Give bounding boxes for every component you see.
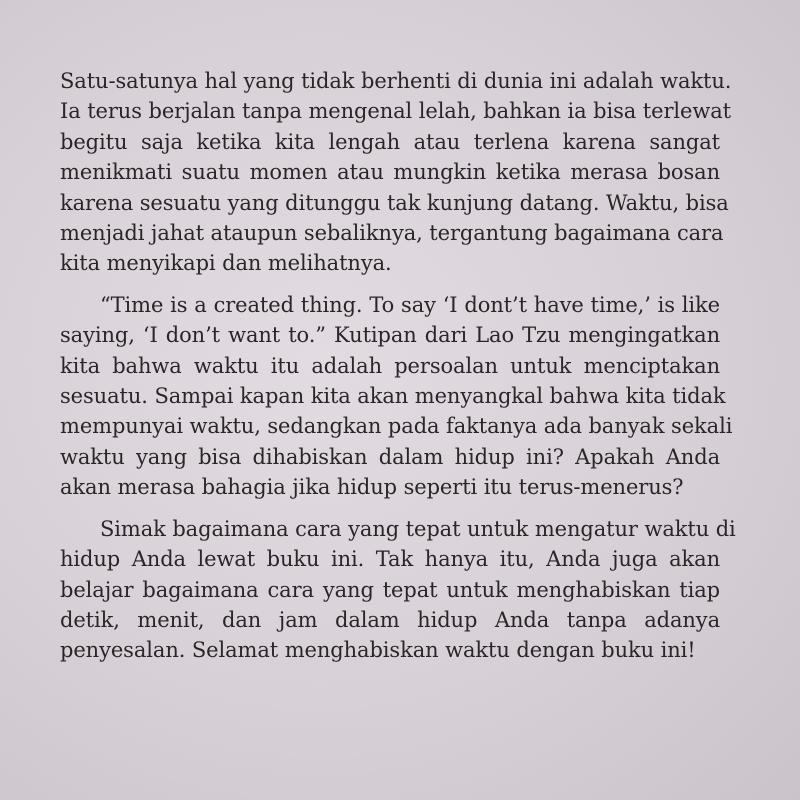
text-line: menikmati suatu momen atau mungkin ketika merasa bosan	[60, 160, 720, 185]
text-line: detik, menit, dan jam dalam hidup Anda tanpa adanya	[60, 607, 720, 632]
text-line: “Time is a created thing. To say ‘I dont’t have time,’ is like	[100, 292, 720, 317]
paragraph-1	[60, 66, 732, 279]
body-text	[60, 66, 736, 666]
text-line: akan merasa bahagia jika hidup seperti itu terus-menerus?	[60, 475, 684, 500]
text-line: mempunyai waktu, sedangkan pada faktanya ada banyak sekali	[60, 414, 733, 439]
paragraph-gap	[60, 503, 720, 514]
text-line: karena sesuatu yang ditunggu tak kunjung datang. Waktu, bisa	[60, 190, 729, 215]
text-line: penyesalan. Selamat menghabiskan waktu dengan buku ini!	[60, 638, 696, 663]
text-line: sesuatu. Sampai kapan kita akan menyangkal bahwa kita tidak	[60, 384, 726, 409]
paragraph-gap	[60, 279, 720, 290]
paragraph-3	[60, 514, 736, 666]
text-line: kita bahwa waktu itu adalah persoalan untuk menciptakan	[60, 353, 720, 378]
text-line: kita menyikapi dan melihatnya.	[60, 251, 392, 276]
text-line: saying, ‘I don’t want to.” Kutipan dari Lao Tzu mengingatkan	[60, 323, 720, 348]
text-line: Satu-satunya hal yang tidak berhenti di dunia ini adalah waktu.	[60, 69, 732, 93]
text-line: waktu yang bisa dihabiskan dalam hidup ini? Apakah Anda	[60, 444, 720, 469]
text-line: hidup Anda lewat buku ini. Tak hanya itu, Anda juga akan	[60, 547, 720, 572]
text-line: belajar bagaimana cara yang tepat untuk menghabiskan tiap	[60, 577, 720, 602]
paragraph-2	[60, 290, 733, 503]
text-line: Ia terus berjalan tanpa mengenal lelah, bahkan ia bisa terlewat	[60, 99, 731, 124]
text-line: begitu saja ketika kita lengah atau terlena karena sangat	[60, 129, 720, 154]
text-line: Simak bagaimana cara yang tepat untuk mengatur waktu di	[100, 516, 736, 541]
text-line: menjadi jahat ataupun sebaliknya, tergantung bagaimana cara	[60, 221, 724, 246]
